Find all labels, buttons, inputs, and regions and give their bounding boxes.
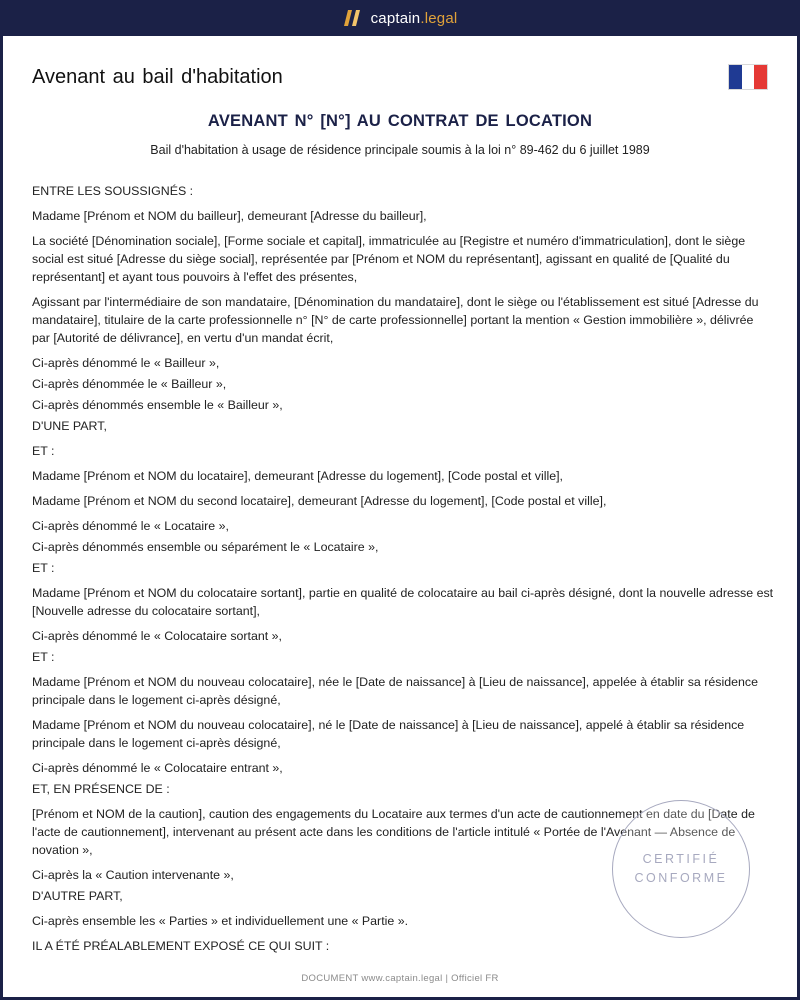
document-heading: AVENANT N° [N°] AU CONTRAT DE LOCATION xyxy=(207,112,593,130)
paragraph: Madame [Prénom et NOM du nouveau colocataire], né le [Date de naissance] à [Lieu de naissance], appelé à établir sa résidence principale dans le logement ci-après désigné, xyxy=(32,718,745,750)
french-flag-icon xyxy=(728,64,768,90)
paragraph: D'AUTRE PART, xyxy=(32,889,123,903)
brand-tld: .legal xyxy=(420,9,458,27)
certified-stamp xyxy=(612,800,750,938)
document-page xyxy=(3,36,797,997)
paragraph: Ci-après dénommé le « Locataire », xyxy=(32,519,229,533)
paragraph: IL A ÉTÉ PRÉALABLEMENT EXPOSÉ CE QUI SUIT : xyxy=(32,939,330,953)
brand-name: captain xyxy=(370,9,421,27)
stamp-line: CONFORME xyxy=(634,871,728,885)
paragraph: Madame [Prénom et NOM du colocataire sortant], partie en qualité de colocataire au bail ci-après désigné, dont la nouvelle adresse est [Nouvelle adresse du colocataire sortant], xyxy=(32,586,774,618)
paragraph: Madame [Prénom et NOM du bailleur], demeurant [Adresse du bailleur], xyxy=(32,209,427,223)
paragraph: Ci-après ensemble les « Parties » et individuellement une « Partie ». xyxy=(32,914,409,928)
paragraph: Ci-après dénommés ensemble le « Bailleur », xyxy=(32,398,283,412)
paragraph: ET : xyxy=(32,444,55,458)
paragraph: ET, EN PRÉSENCE DE : xyxy=(32,782,170,796)
paragraph: ET : xyxy=(32,561,55,575)
paragraph: Ci-après dénommés ensemble ou séparément le « Locataire », xyxy=(32,540,379,554)
paragraph: [Prénom et NOM de la caution], caution des engagements du Locataire aux termes d'un acte de cautionnement en date du [Date de l'acte de cautionnement], intervenant au présent acte dans les conditions de l'article intitulé « Portée de l'Avenant — Absence de novation », xyxy=(32,807,755,857)
brand-logo[interactable] xyxy=(343,9,458,27)
document-footer: DOCUMENT www.captain.legal | Officiel FR xyxy=(301,973,499,984)
paragraph: Agissant par l'intermédiaire de son mandataire, [Dénomination du mandataire], dont le siège ou l'établissement est situé [Adresse du mandataire], titulaire de la carte professionnelle n° [N° de carte professionnelle] portant la mention « Gestion immobilière », délivrée par [Autorité de délivrance], en vertu d'un mandat écrit, xyxy=(32,295,759,345)
captain-logo-icon xyxy=(343,9,363,27)
top-bar xyxy=(0,0,800,36)
stamp-line: CERTIFIÉ xyxy=(642,852,720,866)
paragraph: Ci-après dénommé le « Colocataire sortant », xyxy=(32,629,282,643)
paragraph: Ci-après dénommé le « Bailleur », xyxy=(32,356,220,370)
document-subheading: Bail d'habitation à usage de résidence principale soumis à la loi n° 89-462 du 6 juillet 1989 xyxy=(150,143,650,157)
paragraph: Ci-après la « Caution intervenante », xyxy=(32,868,234,882)
paragraph: Madame [Prénom et NOM du second locataire], demeurant [Adresse du logement], [Code postal et ville], xyxy=(32,494,607,508)
paragraph: Ci-après dénommé le « Colocataire entrant », xyxy=(32,761,283,775)
paragraph: ENTRE LES SOUSSIGNÉS : xyxy=(32,184,194,198)
paragraph: Ci-après dénommée le « Bailleur », xyxy=(32,377,227,391)
paragraph: ET : xyxy=(32,650,55,664)
paragraph: Madame [Prénom et NOM du nouveau colocataire], née le [Date de naissance] à [Lieu de naissance], appelée à établir sa résidence principale dans le logement ci-après désigné, xyxy=(32,675,758,707)
document-title: Avenant au bail d'habitation xyxy=(32,66,283,88)
paragraph: D'UNE PART, xyxy=(32,419,107,433)
paragraph: Madame [Prénom et NOM du locataire], demeurant [Adresse du logement], [Code postal et ville], xyxy=(32,469,563,483)
paragraph: La société [Dénomination sociale], [Forme sociale et capital], immatriculée au [Registre et numéro d'immatriculation], dont le siège social est situé [Adresse du siège social], représentée par [Prénom et NOM du représentant], agissant en qualité de [Qualité du représentant] et ayant tous pouvoirs à l'effet des présentes, xyxy=(32,234,746,284)
